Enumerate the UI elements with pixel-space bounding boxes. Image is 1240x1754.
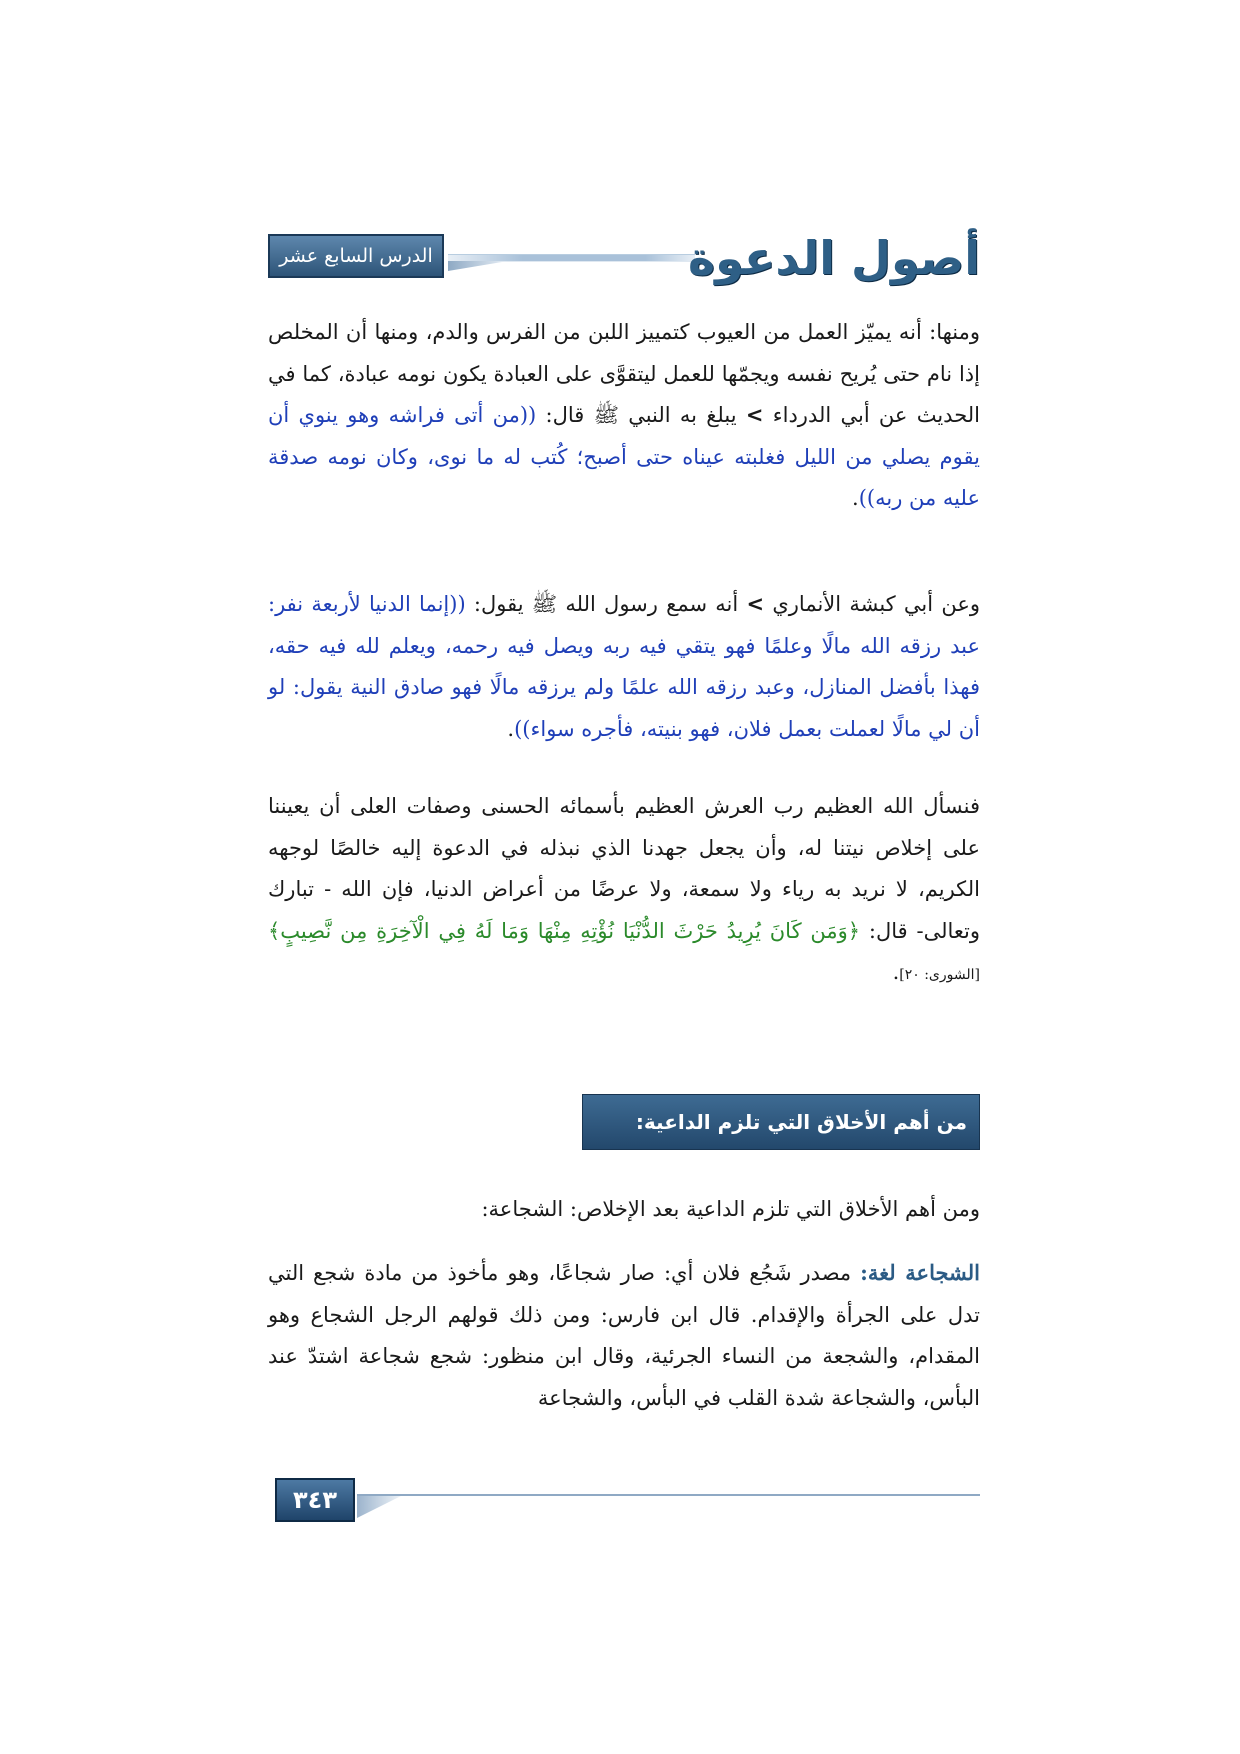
page-number: ٣٤٣ (275, 1478, 355, 1522)
paragraph-text: مصدر شَجُع فلان أي: صار شجاعًا، وهو مأخوذ من مادة شجع التي تدل على الجرأة والإقدام. قال ابن فارس: ومن ذلك قولهم الرجل الشجاع وهو المقدام، والشجعة من النساء الجرئية، وقال ابن منظور: شجع شجاعة اشتدّ عند البأس، والشجاعة شدة القلب في البأس، والشجاعة (268, 1261, 980, 1410)
narration-text: أنه سمع رسول الله ﷺ يقول: (473, 592, 739, 616)
paragraph-text: وعن أبي كبشة الأنماري (772, 592, 980, 616)
paragraph-sincerity-benefits (268, 312, 980, 520)
narrator-mark: > (745, 403, 764, 428)
page-header (268, 228, 980, 288)
paragraph-courage-intro (268, 1189, 980, 1231)
lesson-badge: الدرس السابع عشر (268, 234, 444, 278)
section-heading: من أهم الأخلاق التي تلزم الداعية: الشجاعة (582, 1094, 980, 1150)
paragraph-supplication (268, 786, 980, 997)
sentence-end: . (892, 960, 900, 985)
hadith-quote: ((إنما الدنيا لأربعة نفر: عبد رزقه الله مالًا وعلمًا فهو يتقي فيه ربه ويصل فيه رحمه، ويعلم لله فيه حقه، فهذا بأفضل المنازل، وعبد رزقه الله علمًا ولم يرزقه مالًا فهو صادق النية يقول: لو أن لي مالًا لعملت بعمل فلان، فهو بنيته، فأجره سواء)) (268, 592, 980, 741)
verse-reference: [الشورى: ٢٠] (899, 967, 980, 984)
paragraph-courage-definition (268, 1252, 980, 1419)
paragraph-text: فنسأل الله العظيم رب العرش العظيم بأسمائه الحسنى وصفات العلى أن يعيننا على إخلاص نيتنا له، وأن يجعل جهدنا الذي نبذله في الدعوة إليه خالصًا لوجهه الكريم، لا نريد به رياء ولا سمعة، ولا عرضًا من أعراض الدنيا، فإن الله - تبارك وتعالى- قال: (268, 794, 980, 943)
sentence-end: . (507, 716, 515, 741)
header-divider (448, 254, 695, 262)
footer-divider (357, 1494, 980, 1496)
page-footer (275, 1478, 980, 1526)
narrator-mark: > (746, 592, 765, 616)
footer-ornament (357, 1496, 401, 1518)
sentence-end: . (852, 486, 859, 511)
quran-verse: ﴿وَمَن كَانَ يُرِيدُ حَرْثَ الدُّنْيَا نُؤْتِهِ مِنْهَا وَمَا لَهُ فِي الْآخِرَةِ مِن نَّصِيبٍ﴾ (268, 918, 861, 943)
paragraph-text: ومنها: أنه يميّز العمل من العيوب كتمييز اللبن من الفرس والدم، ومنها أن المخلص إذا نام حتى يُريح نفسه ويجمّها للعمل ليتقوَّى على العبادة يكون نومه عبادة، كما في الحديث عن أبي الدرداء (268, 320, 980, 428)
hadith-quote: ((من أتى فراشه وهو ينوي أن يقوم يصلي من الليل فغلبته عيناه حتى أصبح؛ كُتب له ما نوى، وكان نومه صدقة عليه من ربه)) (268, 403, 980, 511)
narration-text: يبلغ به النبي ﷺ قال: (545, 403, 737, 428)
paragraph-text: ومن أهم الأخلاق التي تلزم الداعية بعد الإخلاص: الشجاعة: (481, 1197, 980, 1221)
book-title: أصول الدعوة (687, 231, 980, 285)
paragraph-four-people-hadith (268, 584, 980, 750)
defined-term: الشجاعة لغة: (860, 1260, 980, 1285)
